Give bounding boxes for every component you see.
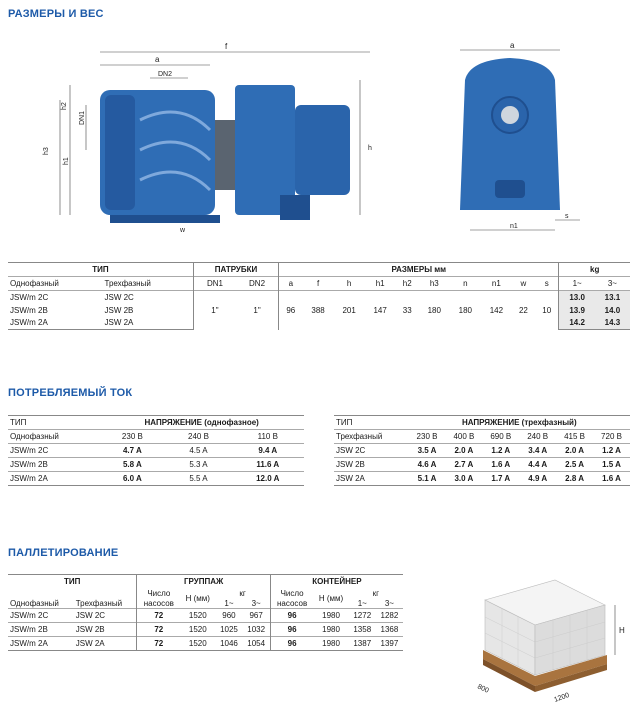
current-1ph-table bbox=[8, 415, 304, 486]
row1-m1: JSW/m 2C bbox=[10, 292, 49, 302]
th-s: s bbox=[544, 279, 549, 288]
p-row3-m1: JSW/m 2A bbox=[8, 637, 74, 651]
p-row3-c4: 1397 bbox=[376, 637, 403, 651]
c3-row2-v3: 1.6 A bbox=[491, 460, 511, 469]
c3-row2-v2: 2.7 A bbox=[454, 460, 474, 469]
p-row2-m1: JSW/m 2B bbox=[10, 625, 48, 634]
cell-h2: 33 bbox=[402, 305, 412, 315]
pallet-table bbox=[8, 574, 403, 651]
c1-row1-v3: 9.4 A bbox=[258, 446, 278, 455]
th3-v6: 720 В bbox=[601, 432, 622, 441]
th-type-3ph: ТИП bbox=[334, 416, 409, 430]
pallet-label-800: 800 bbox=[476, 683, 490, 695]
th-a: a bbox=[279, 277, 303, 291]
row3-m1: JSW/m 2A bbox=[8, 317, 103, 330]
label-f: f bbox=[225, 42, 228, 51]
pallet-illustration bbox=[455, 560, 630, 715]
p-row2-c4: 1368 bbox=[380, 625, 399, 634]
c3-row1-v2: 2.0 A bbox=[454, 446, 474, 455]
c3-row3-v3: 1.7 A bbox=[482, 472, 519, 486]
p-row1-g2: 1520 bbox=[188, 611, 207, 620]
cell-a: 96 bbox=[279, 291, 303, 330]
th-three-pallet: Трехфазный bbox=[75, 599, 123, 608]
p-row3-c2: 1980 bbox=[313, 637, 348, 651]
c3-row3-v1: 5.1 A bbox=[409, 472, 446, 486]
th-kg: kg bbox=[559, 263, 630, 277]
th-n1: n1 bbox=[491, 279, 501, 288]
th-dn1: DN1 bbox=[193, 277, 236, 291]
c3-row2-v6: 1.5 A bbox=[602, 460, 621, 469]
th-v3: 110 В bbox=[257, 432, 278, 441]
section-title-dims: РАЗМЕРЫ И ВЕС bbox=[8, 8, 104, 20]
p-row1-c4: 1282 bbox=[380, 611, 399, 620]
c1-row3-m: JSW/m 2A bbox=[8, 472, 99, 486]
label-a: a bbox=[155, 55, 160, 64]
c3-row3-m: JSW 2A bbox=[334, 472, 409, 486]
th-group: ГРУППАЖ bbox=[137, 575, 270, 589]
p-row2-g4: 1032 bbox=[247, 625, 266, 634]
row2-m3: JSW 2B bbox=[104, 305, 134, 315]
cell-f: 388 bbox=[311, 305, 325, 315]
label-h1: h1 bbox=[63, 157, 70, 165]
current-3ph-table bbox=[334, 415, 630, 486]
th3-v3: 690 В bbox=[490, 432, 512, 441]
section-title-current: ПОТРЕБЛЯЕМЫЙ ТОК bbox=[8, 387, 133, 399]
th-voltage-1ph: НАПРЯЖЕНИЕ (однофазное) bbox=[99, 416, 304, 430]
p-row2-g3: 1025 bbox=[220, 625, 238, 634]
c3-row3-v6: 1.6 A bbox=[593, 472, 630, 486]
c3-row1-v6: 1.2 A bbox=[602, 446, 621, 455]
th-sizes: РАЗМЕРЫ мм bbox=[279, 263, 559, 277]
row2-kg1: 13.9 bbox=[559, 304, 595, 317]
label-dn2: DN2 bbox=[158, 71, 173, 78]
c1-row1-v2: 4.5 A bbox=[189, 446, 208, 455]
c3-row1-v1: 3.5 A bbox=[417, 446, 437, 455]
c1-row1-v1: 4.7 A bbox=[122, 446, 142, 455]
label-s: s bbox=[565, 213, 569, 220]
row2-m1: JSW/m 2B bbox=[10, 305, 48, 315]
section-title-pallet: ПАЛЛЕТИРОВАНИЕ bbox=[8, 547, 119, 559]
p-row2-c3: 1358 bbox=[353, 625, 372, 634]
th3-v1: 230 В bbox=[416, 432, 438, 441]
pallet-label-h: H bbox=[619, 626, 625, 635]
c3-row2-v1: 4.6 A bbox=[417, 460, 437, 469]
c3-row2-v5: 2.5 A bbox=[565, 460, 584, 469]
p-row1-c3: 1272 bbox=[353, 611, 372, 620]
th-type-pallet: ТИП bbox=[8, 575, 137, 589]
th-g-kg: кг bbox=[239, 589, 246, 598]
p-row1-m3: JSW 2C bbox=[75, 611, 106, 620]
c3-row3-v2: 3.0 A bbox=[445, 472, 482, 486]
p-row1-g4: 967 bbox=[249, 611, 263, 620]
th-c-kg: кг bbox=[372, 589, 380, 598]
th-type-1ph: ТИП bbox=[8, 416, 99, 430]
c1-row1-m: JSW/m 2C bbox=[10, 446, 49, 455]
p-row3-c1: 96 bbox=[270, 637, 313, 651]
c1-row3-v3: 12.0 A bbox=[232, 472, 305, 486]
th-ports: ПАТРУБКИ bbox=[193, 263, 278, 277]
th-type: ТИП bbox=[8, 263, 193, 277]
th-c-1: 1~ bbox=[357, 598, 367, 608]
th-single-1ph: Однофазный bbox=[10, 432, 59, 441]
th-g-qty2: насосов bbox=[137, 599, 180, 609]
c3-row2-m: JSW 2B bbox=[336, 460, 365, 469]
row3-kg1: 14.2 bbox=[559, 317, 595, 330]
c3-row3-v5: 2.8 A bbox=[556, 472, 593, 486]
th-n: n bbox=[463, 279, 468, 288]
th-h1: h1 bbox=[375, 279, 385, 288]
label-a-front: a bbox=[510, 41, 515, 50]
th-f: f bbox=[316, 279, 320, 288]
th-c-qty2: насосов bbox=[270, 599, 313, 609]
label-dn1: DN1 bbox=[79, 110, 86, 125]
th-kg3: 3~ bbox=[607, 279, 617, 288]
cell-dn1: 1" bbox=[193, 291, 236, 330]
row2-kg3: 14.0 bbox=[595, 304, 630, 317]
c3-row1-v5: 2.0 A bbox=[565, 446, 584, 455]
p-row1-c2: 1980 bbox=[322, 611, 340, 620]
c1-row2-v2: 5.3 A bbox=[189, 460, 208, 469]
th-g-3: 3~ bbox=[251, 598, 261, 608]
p-row1-c1: 96 bbox=[270, 609, 313, 623]
th-single-pallet: Однофазный bbox=[10, 599, 59, 608]
row1-kg1: 13.0 bbox=[559, 291, 595, 304]
c1-row3-v2: 5.5 A bbox=[165, 472, 231, 486]
p-row3-g4: 1054 bbox=[243, 637, 271, 651]
th-h: h bbox=[346, 279, 352, 288]
cell-h: 201 bbox=[342, 305, 356, 315]
cell-dn2: 1" bbox=[253, 305, 261, 315]
cell-s: 10 bbox=[542, 305, 552, 315]
th-kg1: 1~ bbox=[559, 277, 595, 291]
th-c-3: 3~ bbox=[384, 598, 394, 608]
c1-row2-m: JSW/m 2B bbox=[10, 460, 48, 469]
th3-v5: 415 В bbox=[564, 432, 586, 441]
p-row3-g3: 1046 bbox=[215, 637, 242, 651]
row1-kg3: 13.1 bbox=[595, 291, 630, 304]
th-v1: 230 В bbox=[121, 432, 143, 441]
c1-row2-v1: 5.8 A bbox=[122, 460, 142, 469]
cell-h1: 147 bbox=[373, 305, 387, 315]
label-h: h bbox=[368, 145, 372, 152]
c3-row3-v4: 4.9 A bbox=[519, 472, 556, 486]
p-row2-c2: 1980 bbox=[322, 625, 340, 634]
pallet-label-1200: 1200 bbox=[553, 691, 571, 704]
pump-side-view-drawing bbox=[40, 40, 380, 240]
row1-m3: JSW 2C bbox=[104, 292, 134, 302]
p-row3-g1: 72 bbox=[137, 637, 180, 651]
th-dn2: DN2 bbox=[249, 279, 266, 288]
p-row3-c3: 1387 bbox=[349, 637, 376, 651]
cell-w: 22 bbox=[518, 305, 528, 315]
p-row1-g1: 72 bbox=[137, 609, 180, 623]
dims-table bbox=[8, 262, 630, 330]
th-h3: h3 bbox=[429, 279, 439, 288]
p-row2-c1: 96 bbox=[270, 623, 313, 637]
row3-m3: JSW 2A bbox=[103, 317, 194, 330]
label-n1: n1 bbox=[510, 223, 518, 230]
label-h2: h2 bbox=[61, 102, 68, 110]
th-g-qty1: Число bbox=[137, 589, 180, 599]
p-row1-g3: 960 bbox=[222, 611, 236, 620]
cell-h3: 180 bbox=[427, 305, 441, 315]
c3-row1-v3: 1.2 A bbox=[491, 446, 511, 455]
c3-row1-m: JSW 2C bbox=[336, 446, 366, 455]
th-three: Трехфазный bbox=[104, 279, 151, 288]
p-row2-g1: 72 bbox=[137, 623, 180, 637]
cell-n1: 142 bbox=[489, 305, 504, 315]
p-row1-m1: JSW/m 2C bbox=[10, 611, 49, 620]
th-g-h: H (мм) bbox=[185, 593, 210, 603]
c1-row2-v3: 11.6 A bbox=[256, 460, 280, 469]
c3-row2-v4: 4.4 A bbox=[528, 460, 548, 469]
th-single: Однофазный bbox=[10, 279, 59, 288]
th-container: КОНТЕЙНЕР bbox=[270, 575, 403, 589]
th-h2: h2 bbox=[402, 279, 412, 288]
c3-row1-v4: 3.4 A bbox=[528, 446, 548, 455]
th3-v4: 240 В bbox=[527, 432, 549, 441]
th-c-qty1: Число bbox=[270, 589, 313, 599]
th-v2: 240 В bbox=[188, 432, 209, 441]
th3-v2: 400 В bbox=[453, 432, 475, 441]
c1-row3-v1: 6.0 A bbox=[99, 472, 165, 486]
p-row3-g2: 1520 bbox=[180, 637, 215, 651]
th-w: w bbox=[520, 279, 527, 288]
th-g-1: 1~ bbox=[224, 598, 234, 608]
p-row3-m3: JSW 2A bbox=[74, 637, 137, 651]
label-w: w bbox=[180, 227, 186, 234]
cell-n: 180 bbox=[458, 305, 473, 315]
th-voltage-3ph: НАПРЯЖЕНИЕ (трехфазный) bbox=[409, 416, 630, 430]
label-h3: h3 bbox=[43, 147, 50, 155]
p-row2-m3: JSW 2B bbox=[75, 625, 105, 634]
row3-kg3: 14.3 bbox=[595, 317, 630, 330]
pump-front-view-drawing bbox=[450, 40, 590, 240]
th-three-3ph: Трехфазный bbox=[336, 432, 383, 441]
th-c-h: H (мм) bbox=[318, 593, 344, 603]
p-row2-g2: 1520 bbox=[188, 625, 207, 634]
